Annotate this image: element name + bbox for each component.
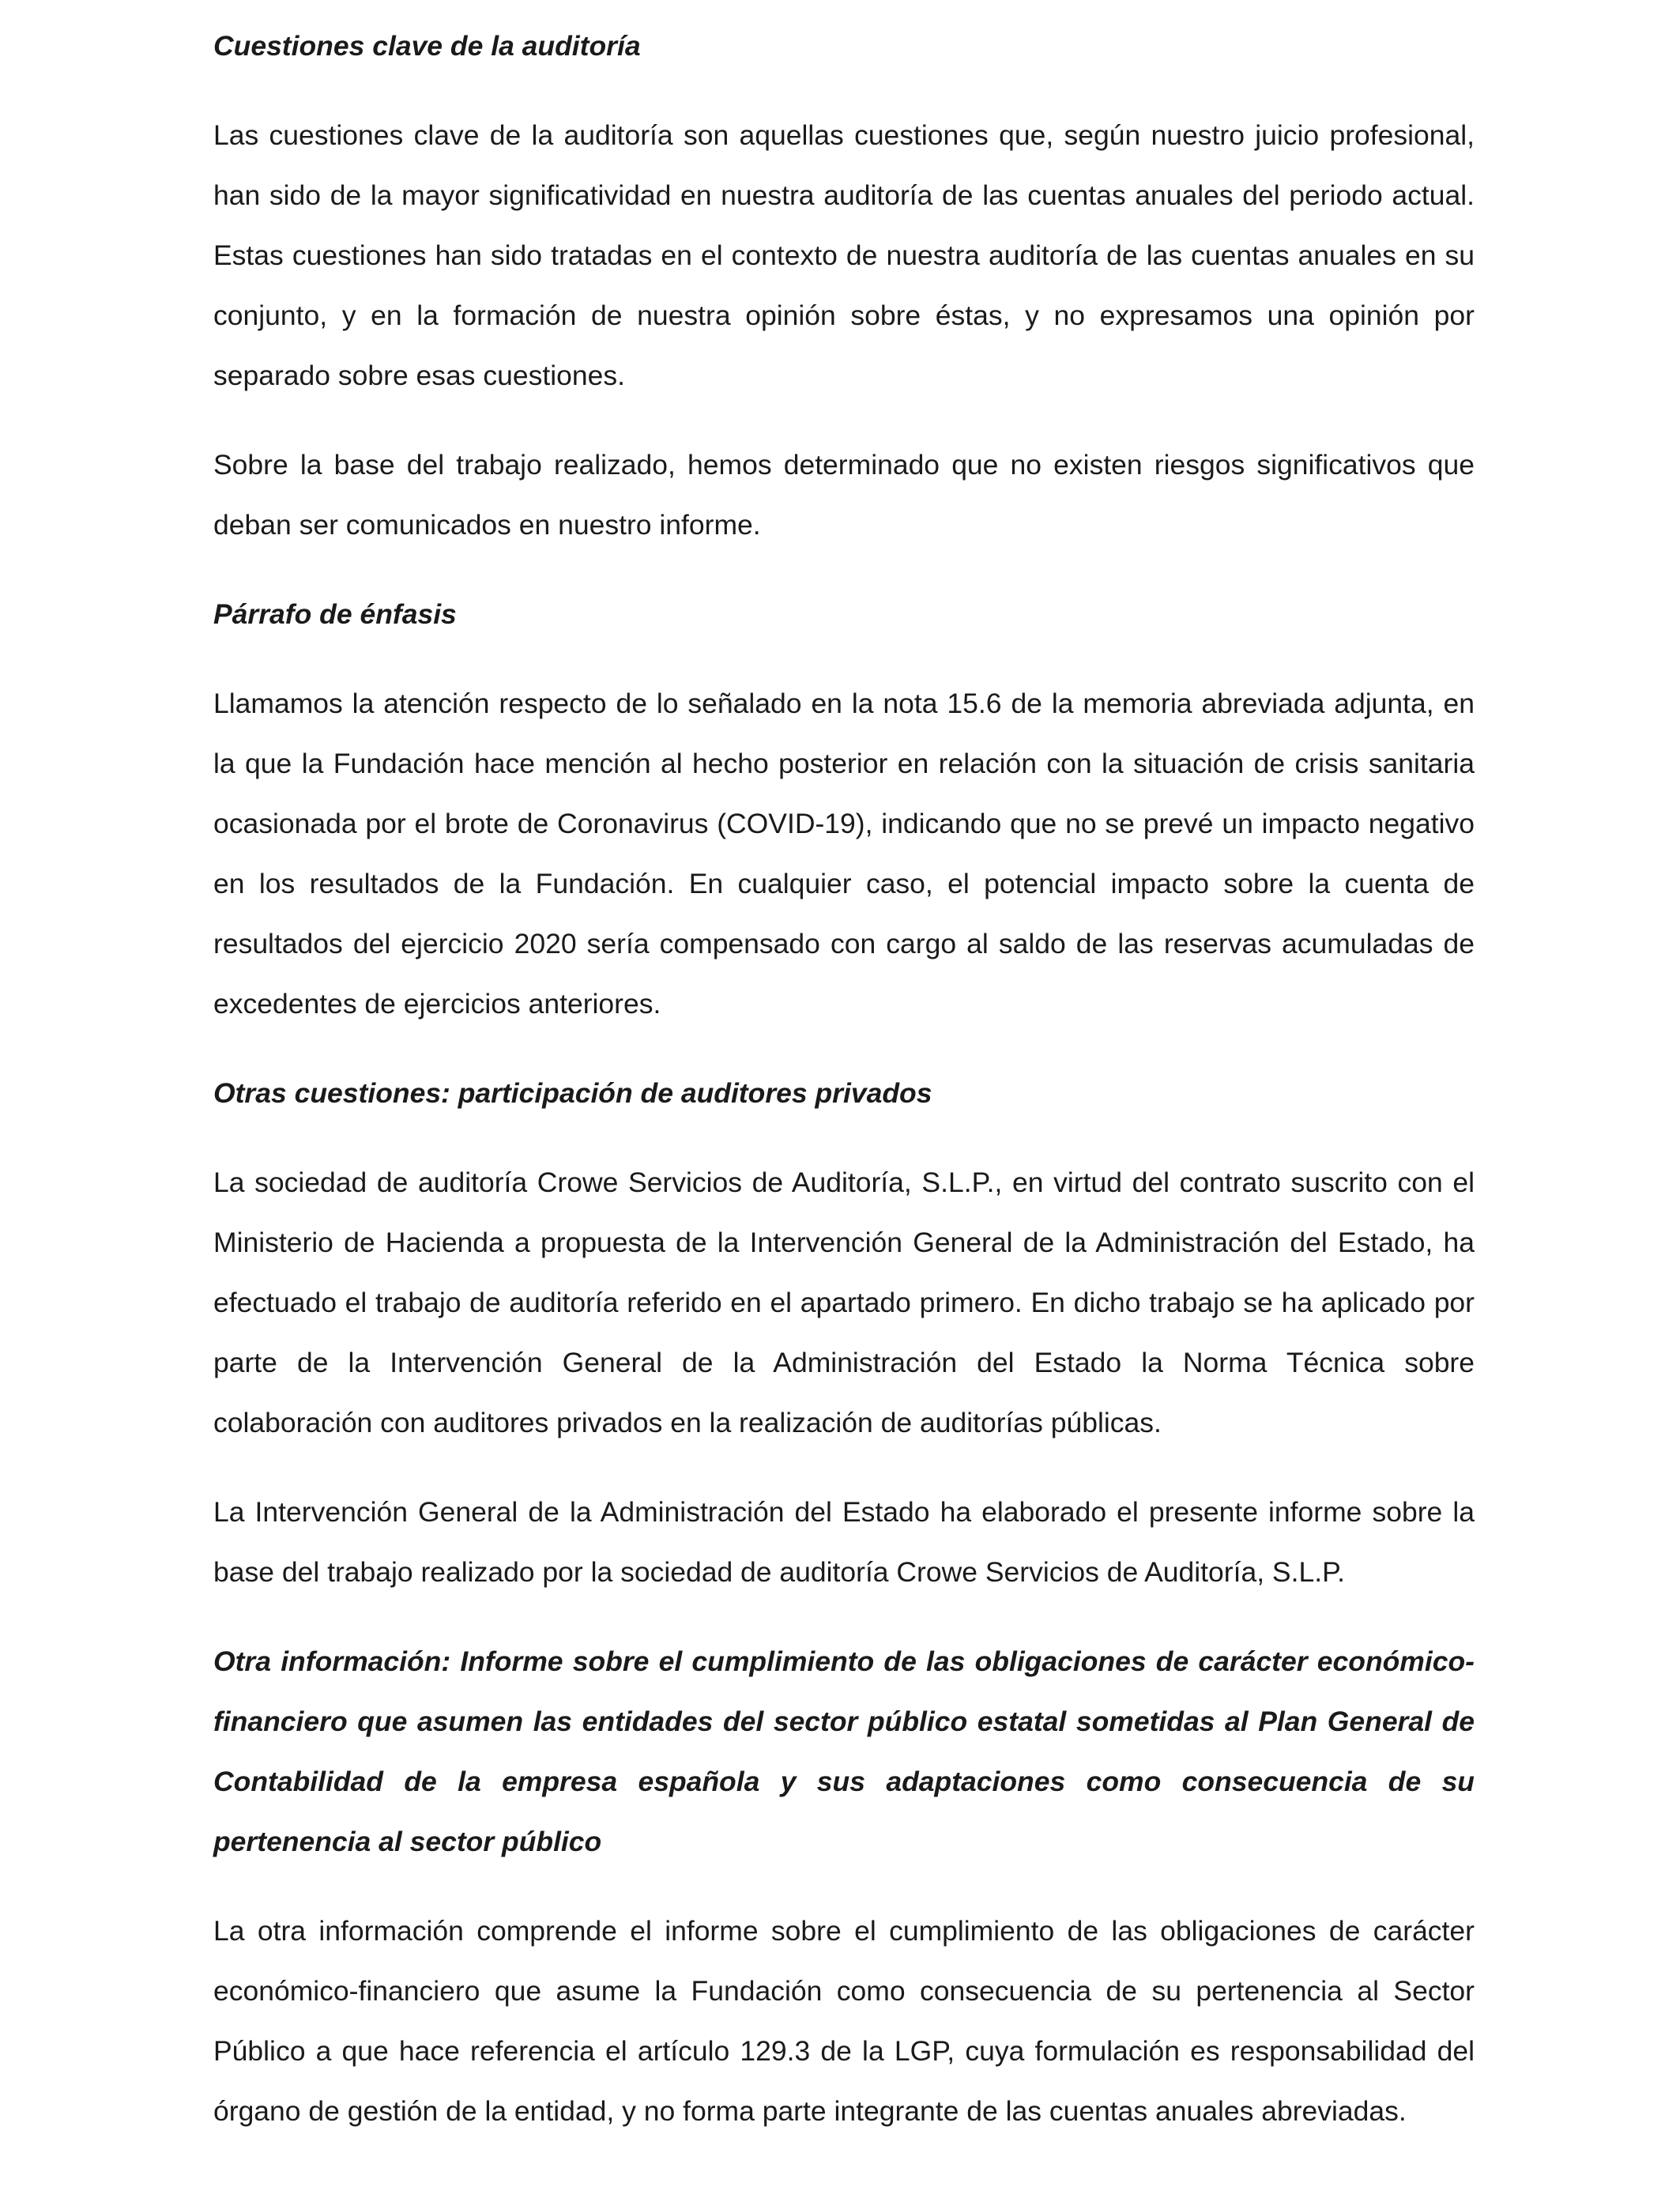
- paragraph-igae-report-basis: La Intervención General de la Administración del Estado ha elaborado el presente informe sobre la base del trabajo realizado por la sociedad de auditoría Crowe Servicios de Auditoría, S.L.P.: [213, 1496, 1475, 1588]
- paragraph-key-audit-matters-definition: Las cuestiones clave de la auditoría son aquellas cuestiones que, según nuestro juicio profesional, han sido de la mayor significatividad en nuestra auditoría de las cuentas anuales del periodo actual. Estas cuestiones han sido tratadas en el contexto de nuestra auditoría de las cuentas anuales en su conjunto, y en la formación de nuestra opinión sobre éstas, y no expresamos una opinión por separado sobre esas cuestiones.: [213, 119, 1475, 391]
- paragraph-no-significant-risks: Sobre la base del trabajo realizado, hemos determinado que no existen riesgos significativos que deban ser comunicados en nuestro informe.: [213, 449, 1475, 541]
- paragraph-private-auditors-contract: La sociedad de auditoría Crowe Servicios de Auditoría, S.L.P., en virtud del contrato suscrito con el Ministerio de Hacienda a propuesta de la Intervención General de la Administración del Estado, ha efectuado el trabajo de auditoría referido en el apartado primero. En dicho trabajo se ha aplicado por parte de la Intervención General de la Administración del Estado la Norma Técnica sobre colaboración con auditores privados en la realización de auditorías públicas.: [213, 1167, 1475, 1438]
- paragraph-other-information-scope: La otra información comprende el informe sobre el cumplimiento de las obligaciones de carácter económico-financiero que asume la Fundación como consecuencia de su pertenencia al Sector Público a que hace referencia el artículo 129.3 de la LGP, cuya formulación es responsabilidad del órgano de gestión de la entidad, y no forma parte integrante de las cuentas anuales abreviadas.: [213, 1915, 1475, 2127]
- section-heading-other-information: Otra información: Informe sobre el cumplimiento de las obligaciones de carácter económico-financiero que asumen las entidades del sector público estatal sometidas al Plan General de Contabilidad de la empresa española y sus adaptaciones como consecuencia de su pertenencia al sector público: [213, 1646, 1475, 1857]
- section-heading-key-audit-matters: Cuestiones clave de la auditoría: [213, 30, 641, 62]
- section-heading-emphasis: Párrafo de énfasis: [213, 598, 457, 630]
- paragraph-emphasis-covid: Llamamos la atención respecto de lo señalado en la nota 15.6 de la memoria abreviada adjunta, en la que la Fundación hace mención al hecho posterior en relación con la situación de crisis sanitaria ocasionada por el brote de Coronavirus (COVID-19), indicando que no se prevé un impacto negativo en los resultados de la Fundación. En cualquier caso, el potencial impacto sobre la cuenta de resultados del ejercicio 2020 sería compensado con cargo al saldo de las reservas acumuladas de excedentes de ejercicios anteriores.: [213, 688, 1475, 1020]
- document-page: [213, 16, 1475, 2141]
- section-heading-private-auditors: Otras cuestiones: participación de auditores privados: [213, 1077, 932, 1109]
